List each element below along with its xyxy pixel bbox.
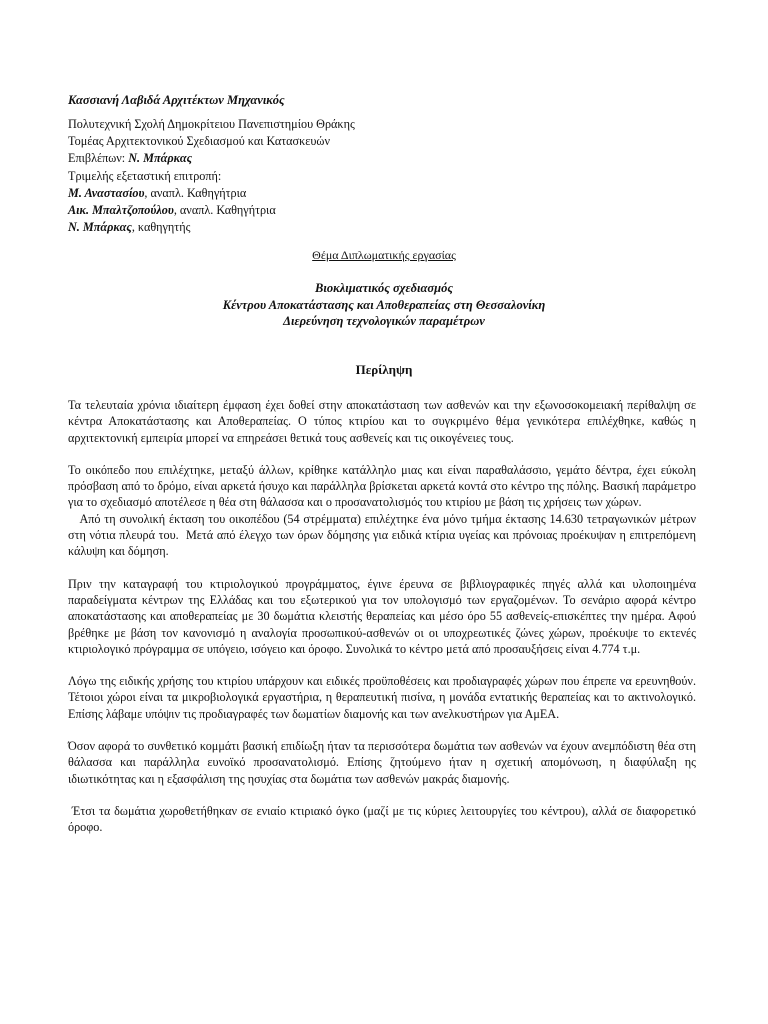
summary-body: [68, 397, 700, 852]
paragraph: Λόγω της ειδικής χρήσης του κτιρίου υπάρχουν και ειδικές προϋποθέσεις και προδιαγραφές χώρων που έπρεπε να ερευνηθούν. Τέτοιοι χώροι είναι τα μικροβιολογικά εργαστήρια, η θεραπευτική πισίνα, η μονάδα εντατικής θεραπείας και το ακτινολογικό. Επίσης λάβαμε υπόψιν τις προδιαγραφές των δωματίων διαμονής και των ανελκυστήρων για ΑμΕΑ.: [68, 674, 696, 721]
paragraph: Το οικόπεδο που επιλέχτηκε, μεταξύ άλλων, κρίθηκε κατάλληλο μιας και είναι παραθαλάσσιο, γεμάτο δέντρα, έχει εύκολη πρόσβαση από το δρόμο, είναι αρκετά ήσυχο και παράλληλα βρίσκεται αρκετά κοντά στο κέντρο της πόλης. Βασική παράμετρο για το σχεδιασμό αποτέλεσε η θέα στη θάλασσα και ο προσανατολισμός του κτιρίου με βάση τις χρήσεις των χώρων.: [68, 462, 696, 510]
paragraph: Όσον αφορά το συνθετικό κομμάτι βασική επιδίωξη ήταν τα περισσότερα δωμάτια των ασθενών να έχουν ανεμπόδιστη θέα στη θάλασσα και παράλληλα ευνοϊκό προσανατολισμό. Επίσης ζητούμενο ήταν η σχετική απομόνωση, η διαφύλαξη ης ιδιωτικότητας και η εξασφάλιση της ησυχίας στα δωμάτια των ασθενών μακράς διαμονής.: [68, 739, 696, 786]
header-block: [68, 116, 708, 236]
committee-member-name: Ν. Μπάρκας: [68, 220, 132, 235]
thesis-title: [0, 280, 768, 330]
title-line-2: Κέντρου Αποκατάστασης και Αποθεραπείας στη Θεσσαλονίκη: [222, 297, 546, 312]
paragraph: Πριν την καταγραφή του κτιριολογικού προγράμματος, έγινε έρευνα σε βιβλιογραφικές πηγές αλλά και υλοποιημένα παραδείγματα κέντρων της Ελλάδας και του εξωτερικού για τον υπολογισμό των εργαζομένων. Το σενάριο αφορά κέντρο αποκατάστασης και αποθεραπείας με 30 δωμάτια κλειστής θεραπείας και μέσο όρο 55 ασθενείς-επισκέπτες την ημέρα. Αφού βρέθηκε με βάση τον κανονισμό η αναλογία προσωπικού-ασθενών οι οι υποχρεωτικές ζώνες χώρων, προέκυψε το εκτενές κτιριολογικό πρόγραμμα σε υπόγειο, ισόγειο και όροφο. Συνολικά το κέντρο μετά από προσαυξήσεις είναι 4.774 τ.μ.: [68, 576, 696, 656]
title-line-1: Βιοκλιματικός σχεδιασμός: [315, 281, 453, 295]
committee-member-name: Μ. Αναστασίου: [68, 185, 145, 200]
supervisor-label: Επιβλέπων:: [68, 151, 129, 166]
committee-member: [68, 185, 708, 202]
committee-member-role: , αναπλ. Καθηγήτρια: [144, 185, 247, 200]
committee-member: [68, 219, 708, 236]
committee-member: [68, 202, 708, 219]
paragraph: Τα τελευταία χρόνια ιδιαίτερη έμφαση έχει δοθεί στην αποκατάσταση των ασθενών και την εξωνοσοκομειακή περίθαλψη σε κέντρα Αποκατάστασης και Αποθεραπείας. Ο τύπος κτιρίου και το συγκριμένο θέμα γενικότερα επιλέχθηκε, καθώς η αρχιτεκτονική εμπειρία μπορεί να επηρεάσει θετικά τους ασθενείς και τις οικογένειες τους.: [68, 398, 696, 445]
committee-member-role: , καθηγητής: [131, 220, 191, 235]
author-name: Κασσιανή Λαβιδά Αρχιτέκτων Μηχανικός: [68, 93, 285, 107]
committee-label: Τριμελής εξεταστική επιτροπή:: [68, 168, 222, 183]
supervisor-name: Ν. Μπάρκας: [128, 151, 193, 166]
supervisor-line: [68, 150, 708, 167]
school-line: Πολυτεχνική Σχολή Δημοκρίτειου Πανεπιστημίου Θράκης: [68, 117, 355, 131]
paragraph: Από τη συνολική έκταση του οικοπέδου (54 στρέμματα) επιλέχτηκε ένα μόνο τμήμα έκτασης 14.630 τετραγωνικών μέτρων στη νότια πλευρά του. Μετά από έλεγχο των όρων δόμησης για ειδικά κτίρια υγείας και πρόνοιας προέκυψαν η επιτρεπόμενη κάλυψη και δόμηση.: [68, 511, 700, 559]
committee-member-name: Αικ. Μπαλτζοπούλου: [68, 202, 174, 217]
committee-member-role: , αναπλ. Καθηγήτρια: [173, 202, 276, 217]
summary-heading: Περίληψη: [355, 362, 413, 377]
paragraph: Έτσι τα δωμάτια χωροθετήθηκαν σε ενιαίο κτιριακό όγκο (μαζί με τις κύριες λειτουργίες του κέντρου), αλλά σε διαφορετικό όροφο.: [68, 803, 700, 835]
title-line-3: Διερεύνηση τεχνολογικών παραμέτρων: [283, 314, 485, 328]
thesis-label: Θέμα Διπλωματικής εργασίας: [312, 248, 456, 262]
department-line: Τομέας Αρχιτεκτονικού Σχεδιασμού και Κατασκευών: [68, 134, 330, 149]
